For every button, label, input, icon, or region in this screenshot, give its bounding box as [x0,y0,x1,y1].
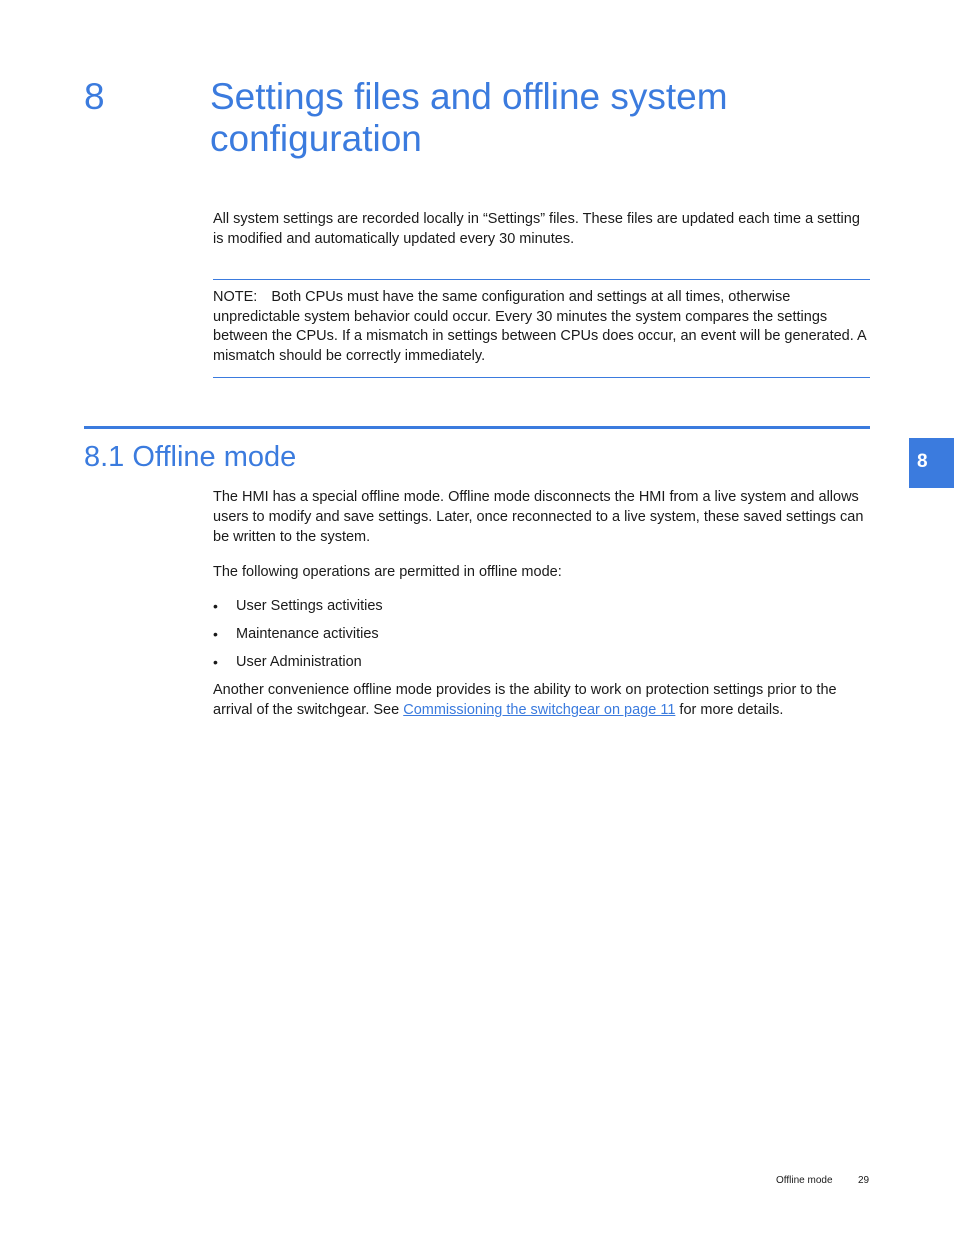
list-item [213,652,870,680]
list-item-text: Maintenance activities [236,626,379,642]
chapter-number: 8 [84,76,105,117]
section-paragraph-2: The following operations are permitted in offline mode: [213,564,562,580]
chapter-side-tab: 8 [909,438,954,488]
footer-page-number: 29 [858,1175,870,1186]
footer-section-name: Offline mode [776,1175,833,1186]
note-text-block [213,288,870,367]
note-box [213,279,870,378]
list-item [213,596,870,624]
operations-list [213,596,870,680]
note-label: NOTE: [213,289,258,305]
intro-paragraph: All system settings are recorded locally in “Settings” files. These files are updated each time a setting is modified and automatically updated every 30 minutes. [213,211,860,247]
commissioning-link[interactable]: Commissioning the switchgear on page 11 [403,702,676,718]
list-item-text: User Settings activities [236,598,383,614]
list-item-text: User Administration [236,654,362,670]
section-divider [84,426,870,429]
section-paragraph-3 [213,680,870,720]
bullet-icon: • [213,598,218,614]
bullet-icon: • [213,626,218,642]
section-title: 8.1 Offline mode [84,441,297,473]
chapter-title: Settings files and offline system configuration [210,76,728,159]
paragraph-3-start: Another convenience offline mode provides is the ability to work on protection settings prior to the arrival of the switchgear. See [213,682,837,718]
section-paragraph-1: The HMI has a special offline mode. Offline mode disconnects the HMI from a live system and allows users to modify and save settings. Later, once reconnected to a live system, these saved settings can be written to the system. [213,489,864,545]
paragraph-3-end: for more details. [675,702,784,718]
note-text: Both CPUs must have the same configuration and settings at all times, otherwise unpredictable system behavior could occur. Every 30 minutes the system compares the settings between the CPUs. If a mismatch in settings between CPUs does occur, an event will be generated. A mismatch should be correctly immediately. [213,289,866,365]
bullet-icon: • [213,654,218,670]
list-item [213,624,870,652]
